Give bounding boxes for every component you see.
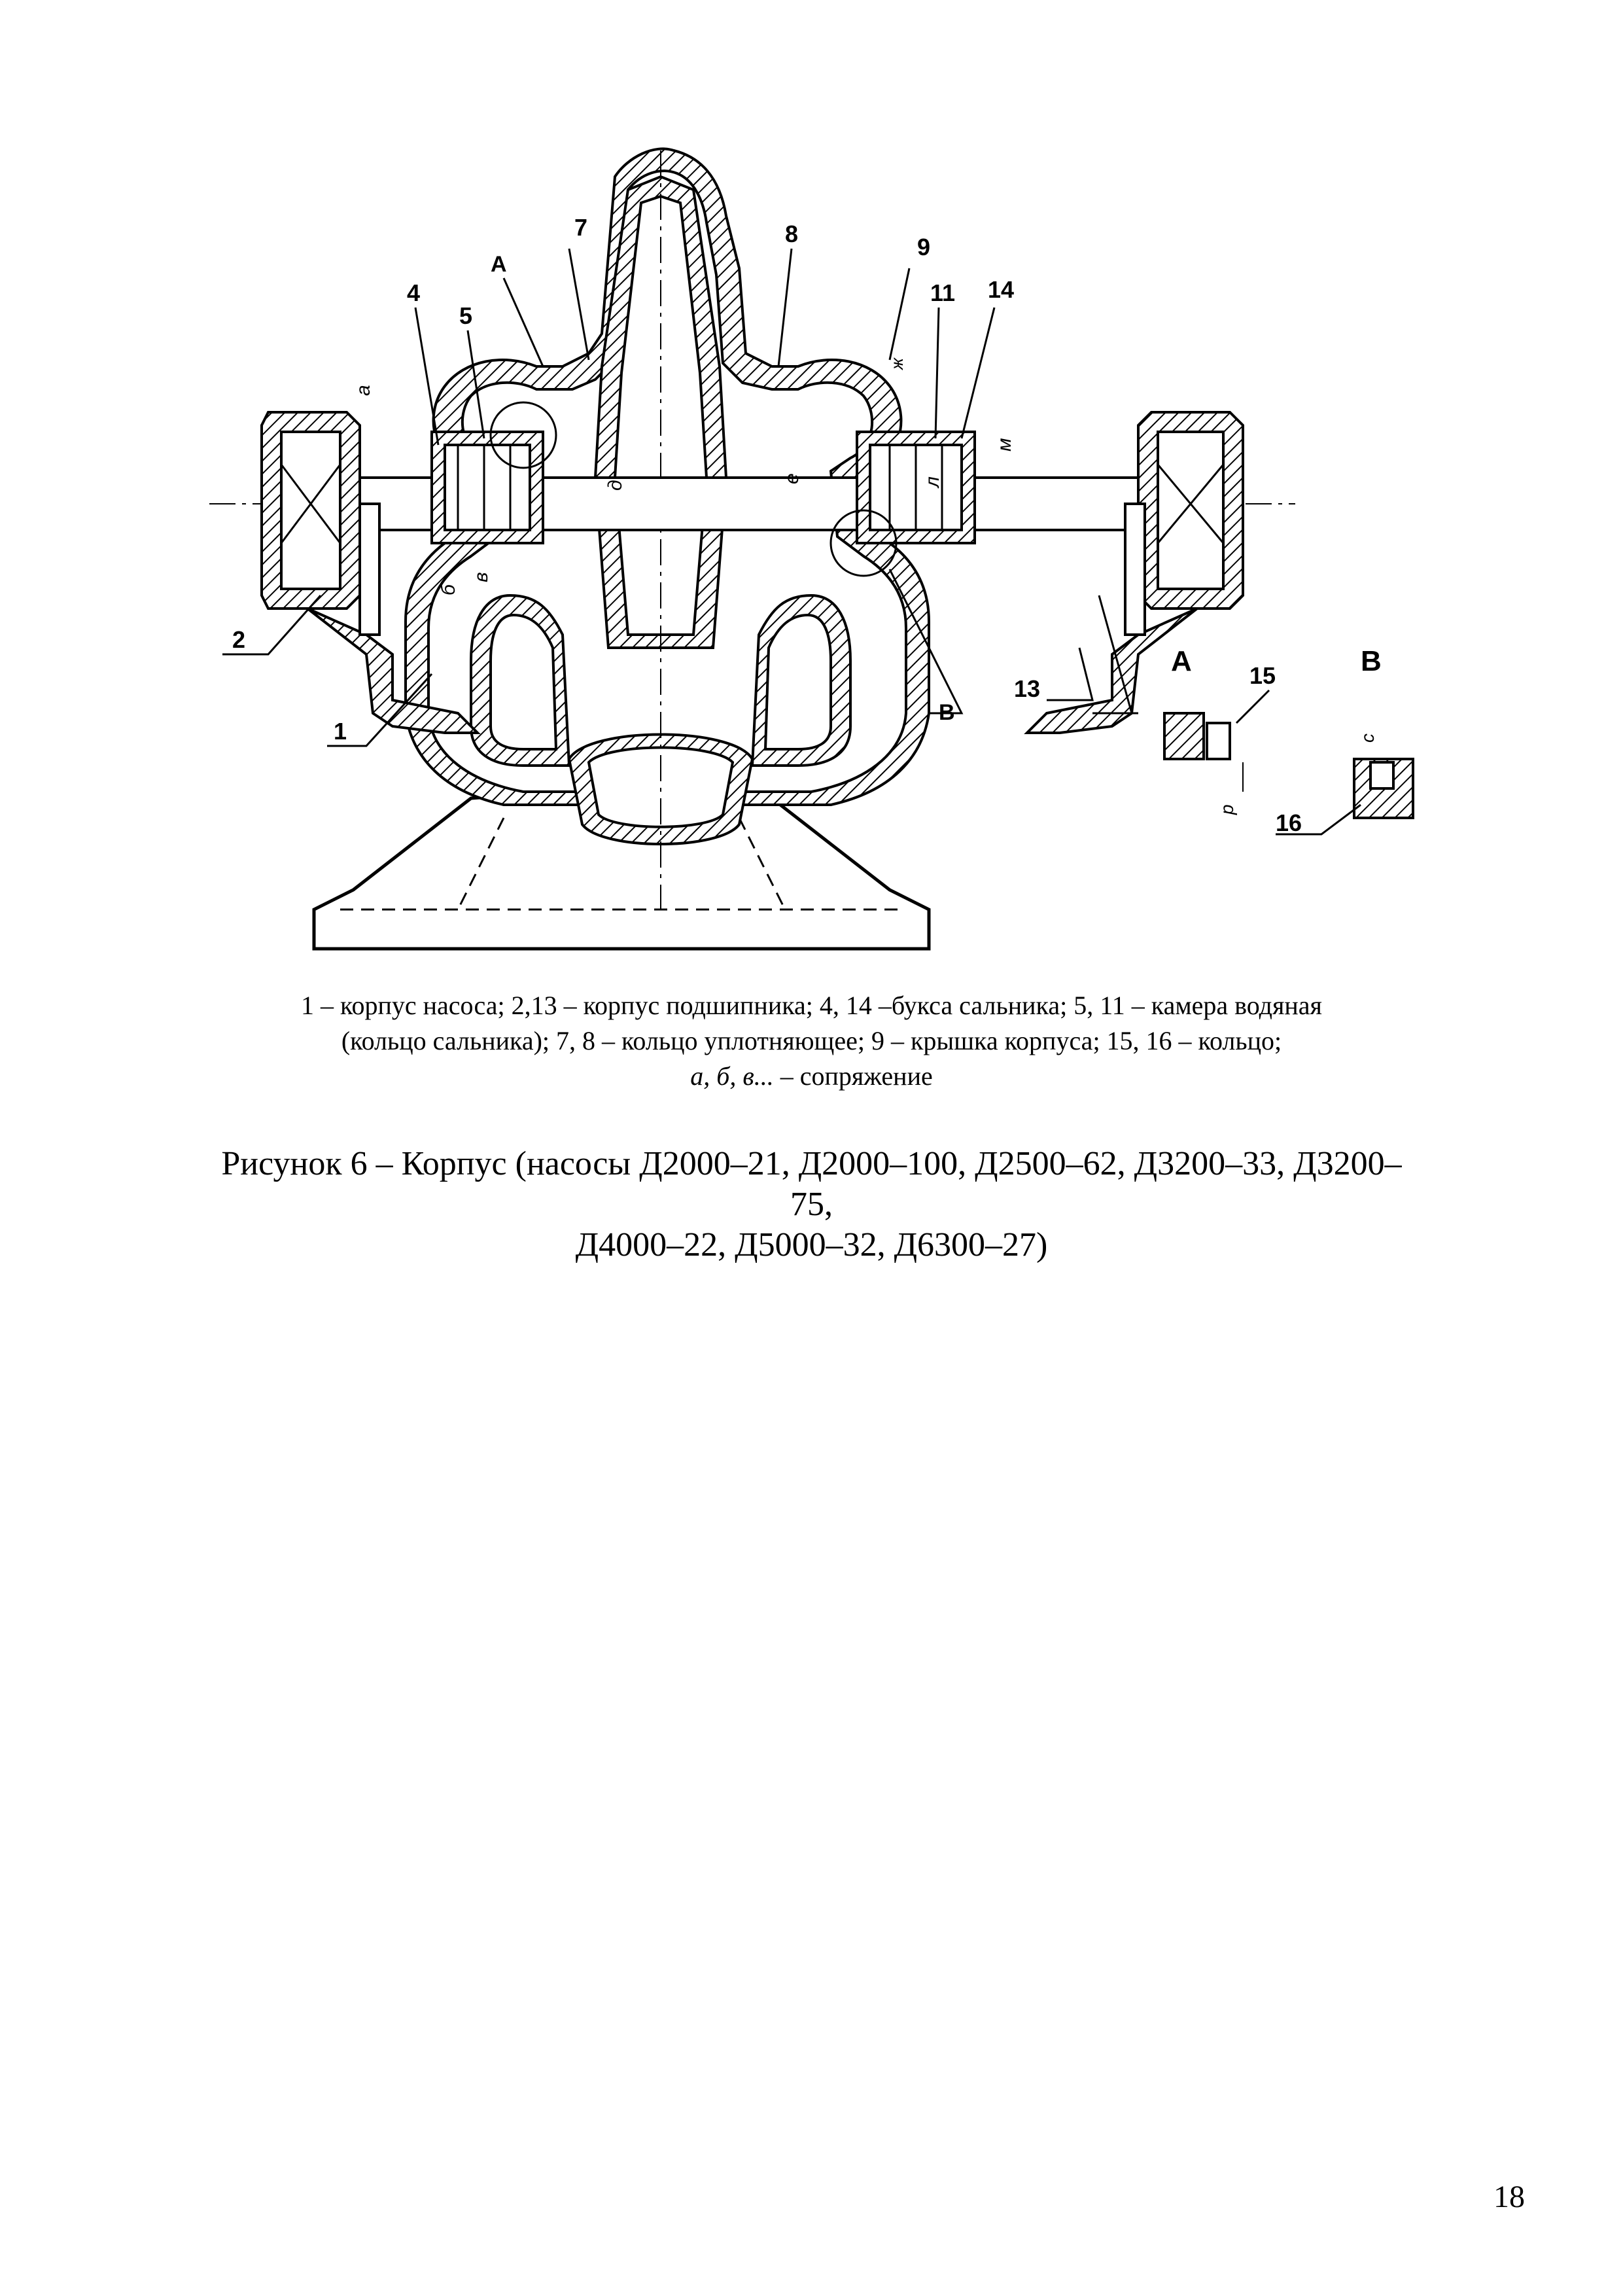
legend-line-3 xyxy=(98,1059,1525,1094)
callout-13: 13 xyxy=(1014,675,1041,702)
dim-r: р xyxy=(1217,804,1237,815)
callout-b-bottom: В xyxy=(939,700,955,725)
callout-16: 16 xyxy=(1276,809,1302,836)
page-number: 18 xyxy=(1493,2180,1525,2214)
dim-m: м xyxy=(994,438,1015,451)
caption-line-1: Рисунок 6 – Корпус (насосы Д2000–21, Д2000–100, Д2500–62, Д3200–33, Д3200– xyxy=(221,1145,1402,1182)
detail-b-title: В xyxy=(1361,645,1382,677)
callout-2: 2 xyxy=(232,626,246,653)
figure-legend xyxy=(98,988,1525,1094)
caption-line-3: Д4000–22, Д5000–32, Д6300–27) xyxy=(575,1226,1048,1263)
legend-line-3-rest: – сопряжение xyxy=(773,1061,933,1091)
callout-4: 4 xyxy=(407,279,421,306)
dim-v: в xyxy=(470,572,492,582)
callout-11: 11 xyxy=(930,279,956,306)
left-gland xyxy=(432,432,543,543)
legend-line-1: 1 – корпус насоса; 2,13 – корпус подшипника; 4, 14 –букса сальника; 5, 11 – камера водяная xyxy=(301,991,1322,1020)
detail-a-title: А xyxy=(1171,645,1192,677)
legend-line-3-italic: а, б, в... xyxy=(690,1061,774,1091)
callout-9: 9 xyxy=(917,234,931,260)
dim-e: е xyxy=(781,473,803,484)
figure-caption xyxy=(98,1144,1525,1265)
pump-casing-drawing xyxy=(196,137,1439,962)
dim-b: б xyxy=(438,584,459,595)
right-gland xyxy=(857,432,975,543)
dim-a: а xyxy=(353,385,374,396)
callout-a-top: А xyxy=(491,252,507,277)
callout-5: 5 xyxy=(459,302,473,329)
dim-s: с xyxy=(1357,733,1378,743)
callout-14: 14 xyxy=(988,276,1015,303)
callout-15: 15 xyxy=(1249,662,1276,689)
dim-d: д xyxy=(604,480,626,491)
callout-1: 1 xyxy=(334,718,347,745)
callout-7: 7 xyxy=(574,214,588,241)
right-bearing-housing xyxy=(1027,412,1243,733)
detail-a xyxy=(1164,645,1276,815)
dim-l: л xyxy=(922,476,943,487)
dim-zh: ж xyxy=(887,358,907,370)
legend-line-2: (кольцо сальника); 7, 8 – кольцо уплотняющее; 9 – крышка корпуса; 15, 16 – кольцо; xyxy=(341,1026,1282,1055)
callout-8: 8 xyxy=(785,221,799,247)
caption-line-2: 75, xyxy=(790,1186,833,1223)
detail-b xyxy=(1276,645,1413,836)
